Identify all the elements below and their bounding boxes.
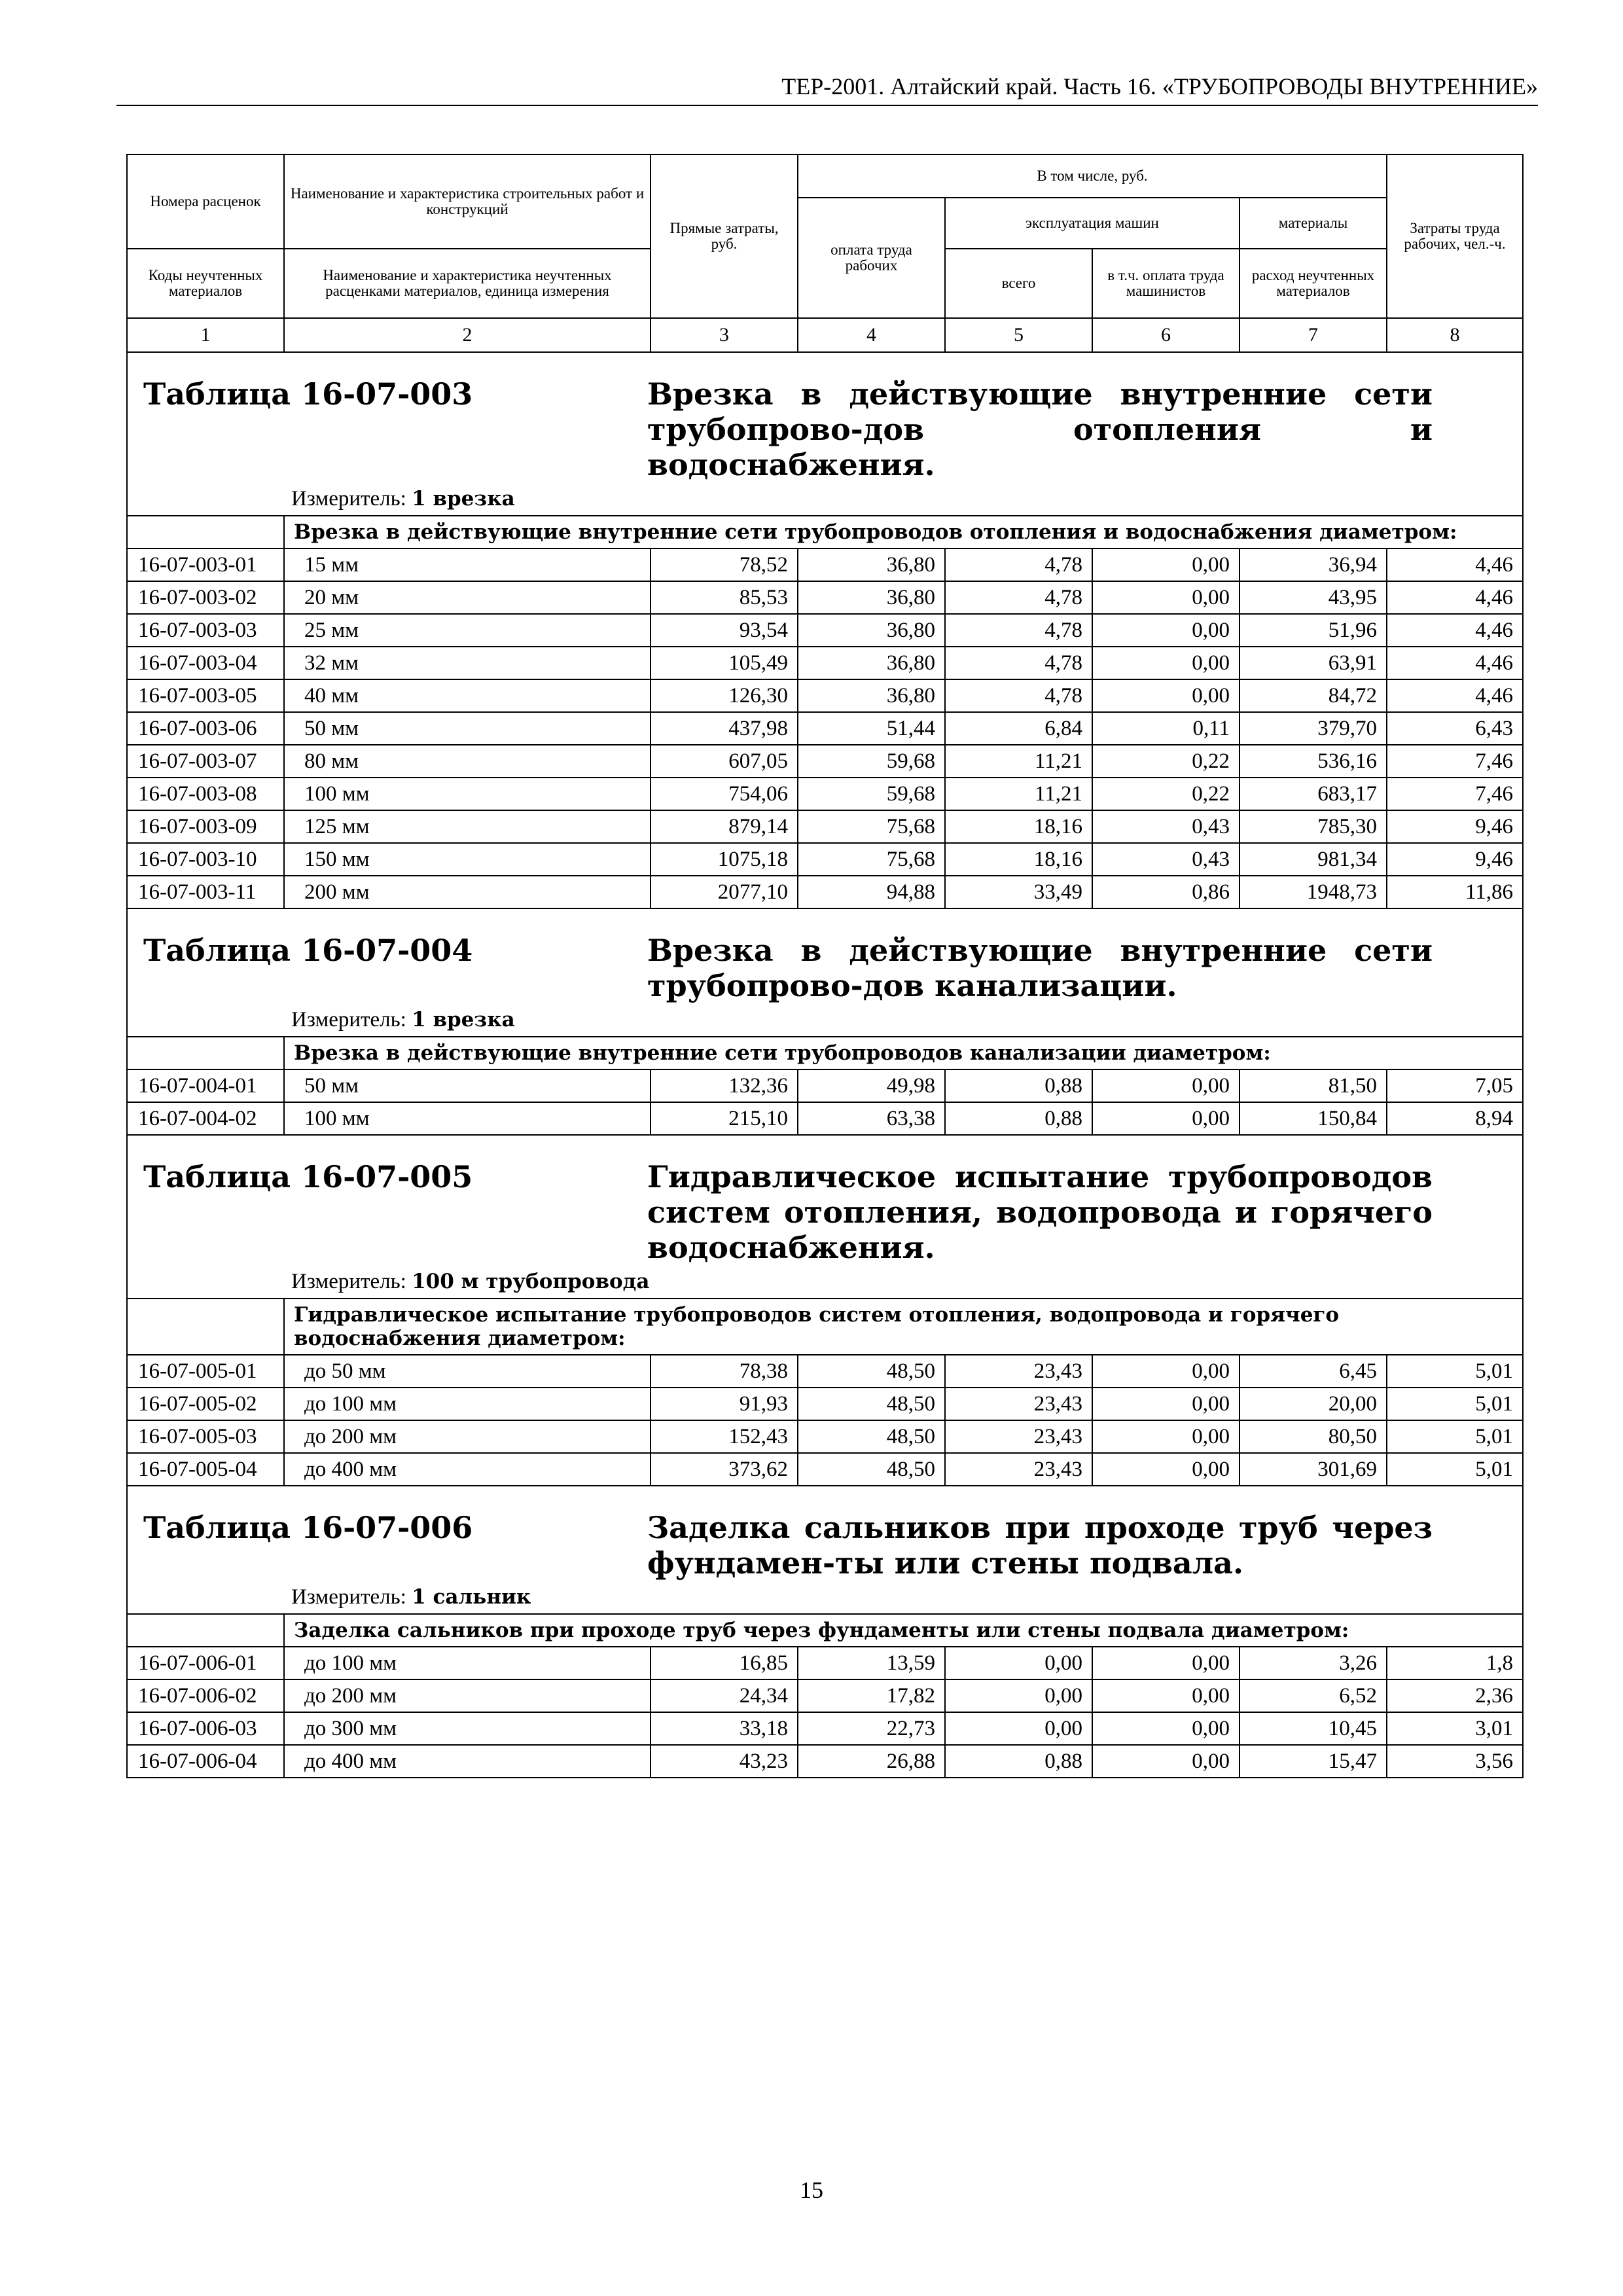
rate-value: 48,50 — [798, 1420, 945, 1453]
rate-value: 4,46 — [1387, 679, 1523, 712]
group-row — [127, 1299, 1523, 1355]
rate-value: 3,26 — [1240, 1647, 1387, 1679]
group-title: Врезка в действующие внутренние сети трубопроводов отопления и водоснабжения диаметром: — [284, 516, 1523, 548]
rate-code: 16-07-003-10 — [127, 843, 284, 876]
rate-code: 16-07-003-11 — [127, 876, 284, 908]
rate-value: 26,88 — [798, 1745, 945, 1778]
rate-value: 36,80 — [798, 548, 945, 581]
rate-name: до 50 мм — [284, 1355, 651, 1388]
rate-value: 13,59 — [798, 1647, 945, 1679]
table-row — [127, 548, 1523, 581]
rate-value: 9,46 — [1387, 843, 1523, 876]
column-number: 6 — [1092, 318, 1240, 352]
rate-code: 16-07-003-07 — [127, 745, 284, 778]
column-number: 3 — [651, 318, 798, 352]
rate-value: 84,72 — [1240, 679, 1387, 712]
column-number: 2 — [284, 318, 651, 352]
rate-value: 4,46 — [1387, 548, 1523, 581]
table-row — [127, 1102, 1523, 1135]
header-row-1 — [127, 154, 1523, 198]
measure-label: Измеритель: — [291, 487, 406, 511]
rate-value: 6,43 — [1387, 712, 1523, 745]
rate-value: 1,8 — [1387, 1647, 1523, 1679]
rate-value: 0,00 — [945, 1679, 1092, 1712]
table-row — [127, 1420, 1523, 1453]
rate-value: 81,50 — [1240, 1069, 1387, 1102]
header-material-name: Наименование и характеристика неучтенных расценками материалов, единица измерения — [284, 249, 651, 318]
rate-name: 50 мм — [284, 712, 651, 745]
rate-value: 11,86 — [1387, 876, 1523, 908]
measure-label: Измеритель: — [291, 1270, 406, 1293]
group-title: Заделка сальников при проходе труб через фундаменты или стены подвала диаметром: — [284, 1614, 1523, 1647]
header-machines: эксплуатация машин — [945, 198, 1240, 249]
rate-value: 5,01 — [1387, 1420, 1523, 1453]
rate-value: 51,44 — [798, 712, 945, 745]
table-row — [127, 843, 1523, 876]
rate-value: 132,36 — [651, 1069, 798, 1102]
rate-value: 18,16 — [945, 810, 1092, 843]
column-number: 8 — [1387, 318, 1523, 352]
header-machines-total: всего — [945, 249, 1092, 318]
rates-table — [126, 154, 1524, 1778]
rate-value: 4,78 — [945, 581, 1092, 614]
table-caption: Гидравлическое испытание трубопроводов систем отопления, водопровода и горячего водоснабжения. — [647, 1159, 1433, 1265]
rate-value: 43,95 — [1240, 581, 1387, 614]
rate-value: 0,00 — [1092, 581, 1240, 614]
table-row — [127, 1712, 1523, 1745]
rate-value: 754,06 — [651, 778, 798, 810]
rate-value: 78,38 — [651, 1355, 798, 1388]
rate-value: 33,49 — [945, 876, 1092, 908]
rate-value: 607,05 — [651, 745, 798, 778]
rate-code: 16-07-004-01 — [127, 1069, 284, 1102]
rate-value: 0,43 — [1092, 810, 1240, 843]
rate-value: 0,00 — [1092, 1679, 1240, 1712]
rate-value: 0,00 — [1092, 1420, 1240, 1453]
rate-value: 0,22 — [1092, 745, 1240, 778]
rate-code: 16-07-003-08 — [127, 778, 284, 810]
rate-name: 80 мм — [284, 745, 651, 778]
table-label: Таблица 16-07-003 — [143, 376, 473, 412]
rate-value: 152,43 — [651, 1420, 798, 1453]
table-caption: Врезка в действующие внутренние сети трубопрово-дов отопления и водоснабжения. — [647, 376, 1433, 482]
rate-value: 879,14 — [651, 810, 798, 843]
rate-value: 3,01 — [1387, 1712, 1523, 1745]
rate-value: 379,70 — [1240, 712, 1387, 745]
rate-code: 16-07-005-04 — [127, 1453, 284, 1486]
rate-value: 215,10 — [651, 1102, 798, 1135]
rate-name: 32 мм — [284, 647, 651, 679]
rate-name: 15 мм — [284, 548, 651, 581]
rate-value: 43,23 — [651, 1745, 798, 1778]
measure-value: 100 м трубопровода — [412, 1270, 650, 1293]
rate-name: до 400 мм — [284, 1745, 651, 1778]
rate-value: 23,43 — [945, 1420, 1092, 1453]
rate-value: 0,88 — [945, 1102, 1092, 1135]
group-row — [127, 516, 1523, 548]
rate-code: 16-07-003-09 — [127, 810, 284, 843]
header-machines-labor: в т.ч. оплата труда машинистов — [1092, 249, 1240, 318]
rate-value: 36,80 — [798, 581, 945, 614]
rate-value: 301,69 — [1240, 1453, 1387, 1486]
rate-value: 0,00 — [1092, 614, 1240, 647]
rate-value: 150,84 — [1240, 1102, 1387, 1135]
rate-name: до 100 мм — [284, 1647, 651, 1679]
rate-value: 0,00 — [1092, 1453, 1240, 1486]
rate-value: 2077,10 — [651, 876, 798, 908]
rate-code: 16-07-004-02 — [127, 1102, 284, 1135]
rate-value: 0,00 — [1092, 1388, 1240, 1420]
rate-value: 981,34 — [1240, 843, 1387, 876]
rate-value: 1075,18 — [651, 843, 798, 876]
rate-value: 0,88 — [945, 1745, 1092, 1778]
rate-code: 16-07-006-02 — [127, 1679, 284, 1712]
rate-code: 16-07-003-03 — [127, 614, 284, 647]
rate-value: 6,84 — [945, 712, 1092, 745]
column-numbers-row — [127, 318, 1523, 352]
rate-value: 2,36 — [1387, 1679, 1523, 1712]
measure-row — [127, 482, 1523, 516]
rate-value: 63,38 — [798, 1102, 945, 1135]
rate-value: 0,00 — [1092, 1102, 1240, 1135]
table-caption: Заделка сальников при проходе труб через фундамен-ты или стены подвала. — [647, 1510, 1433, 1581]
header-rate-numbers: Номера расценок — [127, 154, 284, 249]
rate-value: 0,00 — [1092, 1712, 1240, 1745]
group-title: Гидравлическое испытание трубопроводов систем отопления, водопровода и горячего водоснабжения диаметром: — [284, 1299, 1523, 1355]
column-number: 1 — [127, 318, 284, 352]
rate-code: 16-07-006-03 — [127, 1712, 284, 1745]
rate-value: 80,50 — [1240, 1420, 1387, 1453]
rate-value: 4,78 — [945, 614, 1092, 647]
table-row — [127, 745, 1523, 778]
rate-value: 36,80 — [798, 679, 945, 712]
rate-value: 23,43 — [945, 1453, 1092, 1486]
rate-name: 100 мм — [284, 1102, 651, 1135]
measure-row — [127, 1581, 1523, 1614]
rate-code: 16-07-003-04 — [127, 647, 284, 679]
rate-value: 373,62 — [651, 1453, 798, 1486]
rate-value: 0,00 — [1092, 1745, 1240, 1778]
group-title: Врезка в действующие внутренние сети трубопроводов канализации диаметром: — [284, 1037, 1523, 1069]
rate-value: 49,98 — [798, 1069, 945, 1102]
table-row — [127, 778, 1523, 810]
table-row — [127, 1388, 1523, 1420]
rate-name: 25 мм — [284, 614, 651, 647]
table-row — [127, 679, 1523, 712]
rate-name: до 200 мм — [284, 1679, 651, 1712]
rate-code: 16-07-005-01 — [127, 1355, 284, 1388]
header-material-codes: Коды неучтенных материалов — [127, 249, 284, 318]
table-row — [127, 1745, 1523, 1778]
rate-value: 0,00 — [1092, 679, 1240, 712]
rate-value: 18,16 — [945, 843, 1092, 876]
rate-value: 4,78 — [945, 647, 1092, 679]
measure-row — [127, 1003, 1523, 1037]
group-row — [127, 1037, 1523, 1069]
rate-value: 0,00 — [1092, 647, 1240, 679]
rate-code: 16-07-003-05 — [127, 679, 284, 712]
header-labor-cost: Затраты труда рабочих, чел.-ч. — [1387, 154, 1523, 318]
table-row — [127, 1355, 1523, 1388]
rate-value: 0,00 — [945, 1647, 1092, 1679]
rate-value: 59,68 — [798, 778, 945, 810]
rate-name: 125 мм — [284, 810, 651, 843]
rate-value: 536,16 — [1240, 745, 1387, 778]
rate-value: 36,80 — [798, 647, 945, 679]
table-row — [127, 647, 1523, 679]
measure-value: 1 врезка — [412, 1008, 515, 1031]
table-row — [127, 876, 1523, 908]
rate-value: 0,00 — [1092, 1069, 1240, 1102]
rate-value: 683,17 — [1240, 778, 1387, 810]
table-label: Таблица 16-07-006 — [143, 1510, 473, 1545]
table-row — [127, 1647, 1523, 1679]
running-header: ТЕР-2001. Алтайский край. Часть 16. «ТРУБОПРОВОДЫ ВНУТРЕННИЕ» — [116, 71, 1538, 106]
page-number: 15 — [800, 2177, 823, 2203]
rate-value: 6,45 — [1240, 1355, 1387, 1388]
rate-value: 15,47 — [1240, 1745, 1387, 1778]
rate-name: 40 мм — [284, 679, 651, 712]
rate-code: 16-07-003-06 — [127, 712, 284, 745]
rate-value: 105,49 — [651, 647, 798, 679]
column-number: 5 — [945, 318, 1092, 352]
rate-value: 78,52 — [651, 548, 798, 581]
rate-value: 93,54 — [651, 614, 798, 647]
header-including: В том числе, руб. — [798, 154, 1387, 198]
rate-code: 16-07-003-01 — [127, 548, 284, 581]
rate-value: 85,53 — [651, 581, 798, 614]
rate-value: 63,91 — [1240, 647, 1387, 679]
rate-value: 51,96 — [1240, 614, 1387, 647]
rate-value: 36,80 — [798, 614, 945, 647]
rate-value: 7,46 — [1387, 745, 1523, 778]
rate-value: 0,00 — [1092, 548, 1240, 581]
rate-value: 1948,73 — [1240, 876, 1387, 908]
table-caption: Врезка в действующие внутренние сети трубопрово-дов канализации. — [647, 933, 1433, 1003]
header-work-name: Наименование и характеристика строительных работ и конструкций — [284, 154, 651, 249]
rate-value: 75,68 — [798, 843, 945, 876]
rate-name: до 300 мм — [284, 1712, 651, 1745]
rate-value: 10,45 — [1240, 1712, 1387, 1745]
measure-label: Измеритель: — [291, 1585, 406, 1609]
rate-name: до 100 мм — [284, 1388, 651, 1420]
rate-value: 20,00 — [1240, 1388, 1387, 1420]
rate-value: 7,05 — [1387, 1069, 1523, 1102]
rate-name: до 400 мм — [284, 1453, 651, 1486]
table-label: Таблица 16-07-004 — [143, 933, 473, 968]
rate-value: 5,01 — [1387, 1453, 1523, 1486]
table-title-row — [127, 1135, 1523, 1265]
rate-value: 0,86 — [1092, 876, 1240, 908]
table-row — [127, 712, 1523, 745]
header-materials: материалы — [1240, 198, 1387, 249]
rate-value: 23,43 — [945, 1355, 1092, 1388]
rate-value: 0,88 — [945, 1069, 1092, 1102]
rate-value: 48,50 — [798, 1388, 945, 1420]
rate-value: 6,52 — [1240, 1679, 1387, 1712]
rate-value: 48,50 — [798, 1453, 945, 1486]
rate-value: 22,73 — [798, 1712, 945, 1745]
rate-value: 94,88 — [798, 876, 945, 908]
measure-row — [127, 1265, 1523, 1299]
rate-name: 150 мм — [284, 843, 651, 876]
rate-value: 437,98 — [651, 712, 798, 745]
rate-value: 4,46 — [1387, 647, 1523, 679]
rate-value: 33,18 — [651, 1712, 798, 1745]
group-row — [127, 1614, 1523, 1647]
rate-code: 16-07-003-02 — [127, 581, 284, 614]
rate-value: 11,21 — [945, 778, 1092, 810]
rate-value: 0,22 — [1092, 778, 1240, 810]
rate-value: 0,00 — [1092, 1647, 1240, 1679]
rate-value: 0,00 — [1092, 1355, 1240, 1388]
rate-value: 8,94 — [1387, 1102, 1523, 1135]
header-labor-pay: оплата труда рабочих — [798, 198, 945, 318]
header-materials-consumption: расход неучтенных материалов — [1240, 249, 1387, 318]
rate-value: 5,01 — [1387, 1388, 1523, 1420]
rate-code: 16-07-005-03 — [127, 1420, 284, 1453]
rate-value: 7,46 — [1387, 778, 1523, 810]
measure-value: 1 врезка — [412, 487, 515, 511]
table-row — [127, 810, 1523, 843]
rate-name: 200 мм — [284, 876, 651, 908]
rate-value: 91,93 — [651, 1388, 798, 1420]
rate-value: 48,50 — [798, 1355, 945, 1388]
column-number: 7 — [1240, 318, 1387, 352]
rate-value: 75,68 — [798, 810, 945, 843]
rate-value: 4,46 — [1387, 581, 1523, 614]
rate-value: 0,00 — [945, 1712, 1092, 1745]
rate-value: 16,85 — [651, 1647, 798, 1679]
rate-value: 9,46 — [1387, 810, 1523, 843]
rate-value: 0,43 — [1092, 843, 1240, 876]
rate-code: 16-07-005-02 — [127, 1388, 284, 1420]
table-title-row — [127, 908, 1523, 1003]
rate-value: 36,94 — [1240, 548, 1387, 581]
rate-value: 4,78 — [945, 679, 1092, 712]
rate-value: 126,30 — [651, 679, 798, 712]
table-label: Таблица 16-07-005 — [143, 1159, 473, 1194]
rate-name: 100 мм — [284, 778, 651, 810]
rate-value: 24,34 — [651, 1679, 798, 1712]
table-row — [127, 614, 1523, 647]
table-row — [127, 1679, 1523, 1712]
rate-code: 16-07-006-04 — [127, 1745, 284, 1778]
column-number: 4 — [798, 318, 945, 352]
rate-name: до 200 мм — [284, 1420, 651, 1453]
table-title-row — [127, 1486, 1523, 1581]
rate-value: 4,46 — [1387, 614, 1523, 647]
rate-value: 0,11 — [1092, 712, 1240, 745]
table-row — [127, 581, 1523, 614]
rate-value: 4,78 — [945, 548, 1092, 581]
rate-name: 50 мм — [284, 1069, 651, 1102]
rate-value: 17,82 — [798, 1679, 945, 1712]
rate-value: 59,68 — [798, 745, 945, 778]
rate-name: 20 мм — [284, 581, 651, 614]
measure-label: Измеритель: — [291, 1008, 406, 1031]
measure-value: 1 сальник — [412, 1585, 531, 1609]
rate-value: 23,43 — [945, 1388, 1092, 1420]
table-row — [127, 1453, 1523, 1486]
rate-value: 3,56 — [1387, 1745, 1523, 1778]
rate-value: 785,30 — [1240, 810, 1387, 843]
rate-code: 16-07-006-01 — [127, 1647, 284, 1679]
table-title-row — [127, 352, 1523, 482]
rate-value: 5,01 — [1387, 1355, 1523, 1388]
rate-value: 11,21 — [945, 745, 1092, 778]
table-row — [127, 1069, 1523, 1102]
header-direct-costs: Прямые затраты, руб. — [651, 154, 798, 318]
